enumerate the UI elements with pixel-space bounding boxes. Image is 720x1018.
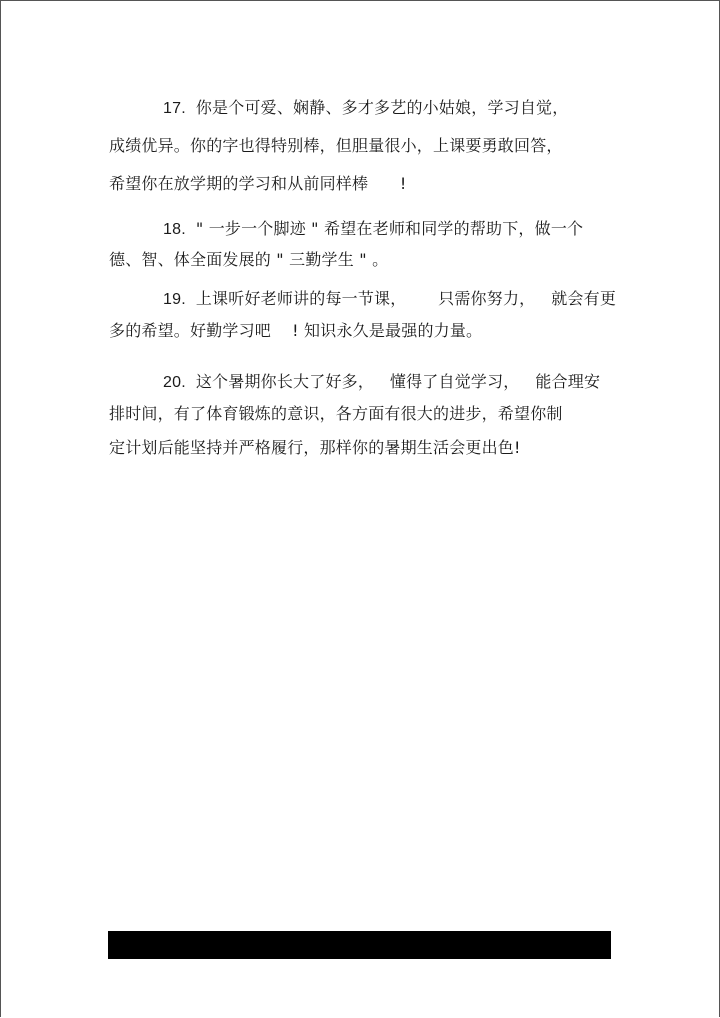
paragraph-20-number: 20. xyxy=(163,374,186,391)
paragraph-19-number: 19. xyxy=(163,291,186,308)
footer-redaction-bar xyxy=(108,931,611,959)
paragraph-17-line-3: 希望你在放学期的学习和从前同样棒 ! xyxy=(109,174,407,193)
paragraph-17-line-1 xyxy=(163,98,568,119)
paragraph-19-line-1 xyxy=(163,289,616,310)
paragraph-20-text-1: 这个暑期你长大了好多， 懂得了自觉学习， 能合理安 xyxy=(195,372,601,391)
paragraph-20-line-1 xyxy=(163,372,600,393)
paragraph-17-text-1: 你是个可爱、娴静、多才多艺的小姑娘，学习自觉， xyxy=(195,98,569,117)
paragraph-20-line-2: 排时间，有了体育锻炼的意识，各方面有很大的进步，希望你制 xyxy=(109,404,563,423)
paragraph-18-line-2: 德、智、体全面发展的 " 三勤学生 " 。 xyxy=(109,250,389,269)
paragraph-19-text-1: 上课听好老师讲的每一节课， 只需你努力， 就会有更 xyxy=(195,289,617,308)
paragraph-17-line-2: 成绩优异。你的字也得特别棒，但胆量很小，上课要勇敢回答， xyxy=(109,136,563,155)
paragraph-20-line-3: 定计划后能坚持并严格履行，那样你的暑期生活会更出色! xyxy=(109,438,521,457)
paragraph-18-line-1 xyxy=(163,219,583,240)
paragraph-18-number: 18. xyxy=(163,221,186,238)
paragraph-19-line-2: 多的希望。好勤学习吧 ! 知识永久是最强的力量。 xyxy=(109,321,483,340)
paragraph-18-text-1: " 一步一个脚迹 " 希望在老师和同学的帮助下，做一个 xyxy=(195,219,584,238)
paragraph-17-number: 17. xyxy=(163,100,186,117)
